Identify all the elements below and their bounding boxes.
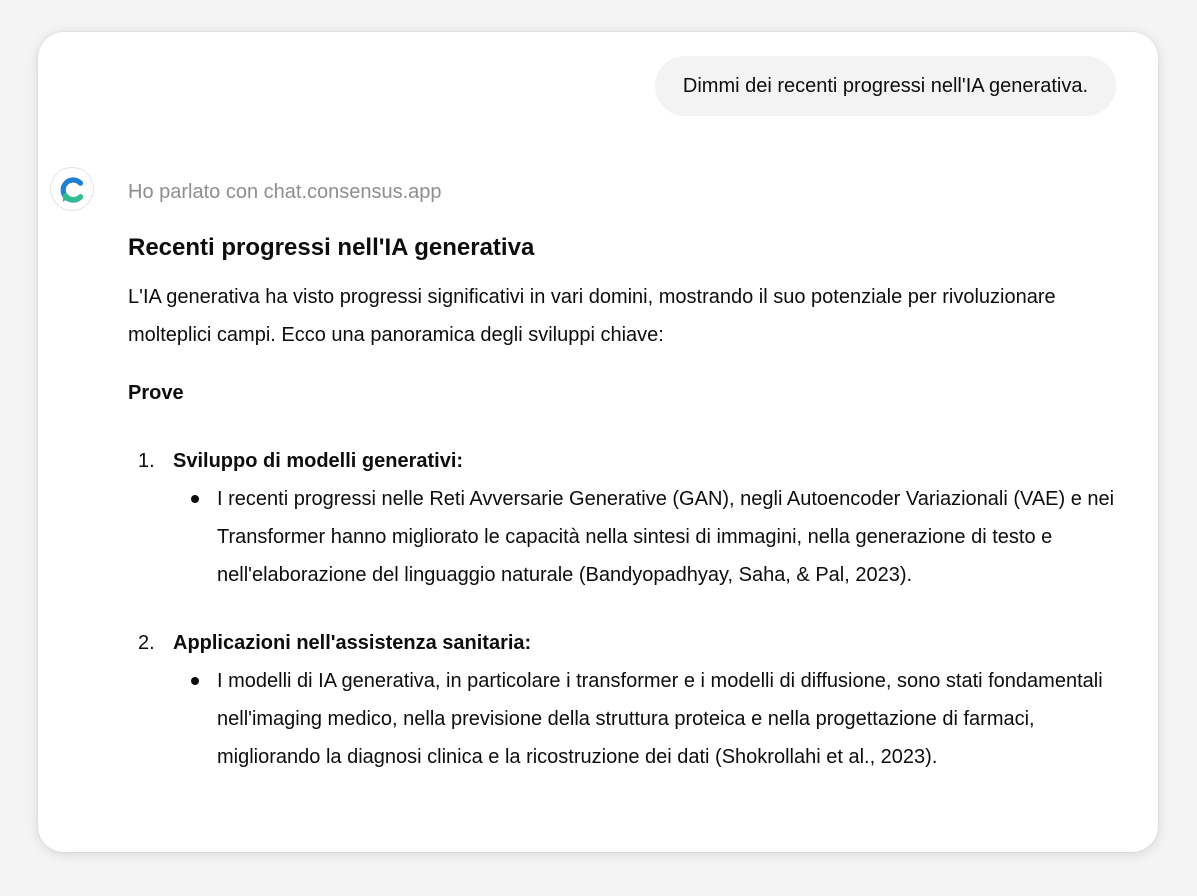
list-item-title: Sviluppo di modelli generativi: bbox=[173, 450, 464, 472]
list-item bbox=[128, 624, 1128, 776]
bullet-text: I modelli di IA generativa, in particolare i transformer e i modelli di diffusione, sono stati fondamentali nell'imaging medico, nella previsione della struttura proteica e nella progettazione di farmaci, migliorando la diagnosi clinica e la ricostruzione dei dati (Shokrollahi et al., 2023). bbox=[217, 670, 1103, 768]
user-message-text: Dimmi dei recenti progressi nell'IA generativa. bbox=[682, 75, 1088, 97]
assistant-avatar bbox=[50, 167, 94, 211]
list-item-number: 1. bbox=[138, 450, 155, 472]
tool-used-label[interactable]: Ho parlato con chat.consensus.app bbox=[128, 181, 442, 203]
consensus-logo-icon bbox=[51, 168, 95, 212]
user-message-bubble bbox=[655, 56, 1116, 116]
list-item-bullet bbox=[173, 662, 1128, 776]
assistant-message bbox=[128, 172, 1128, 776]
response-heading: Recenti progressi nell'IA generativa bbox=[128, 234, 535, 261]
bullet-text: I recenti progressi nelle Reti Avversarie Generative (GAN), negli Autoencoder Variazionali (VAE) e nei Transformer hanno migliorato le capacità nella sintesi di immagini, nella generazione di testo e nell'elaborazione del linguaggio naturale (Bandyopadhyay, Saha, & Pal, 2023). bbox=[217, 488, 1115, 586]
bullet-dot-icon bbox=[191, 495, 199, 503]
list-item-title: Applicazioni nell'assistenza sanitaria: bbox=[173, 632, 532, 654]
list-item bbox=[128, 442, 1128, 594]
intro-paragraph: L'IA generativa ha visto progressi significativi in vari domini, mostrando il suo potenziale per rivoluzionare molteplici campi. Ecco una panoramica degli sviluppi chiave: bbox=[128, 286, 1056, 346]
list-item-number: 2. bbox=[138, 632, 155, 654]
list-item-bullet bbox=[173, 480, 1128, 594]
section-label-prove: Prove bbox=[128, 382, 184, 404]
chat-window bbox=[38, 32, 1158, 852]
bullet-dot-icon bbox=[191, 677, 199, 685]
